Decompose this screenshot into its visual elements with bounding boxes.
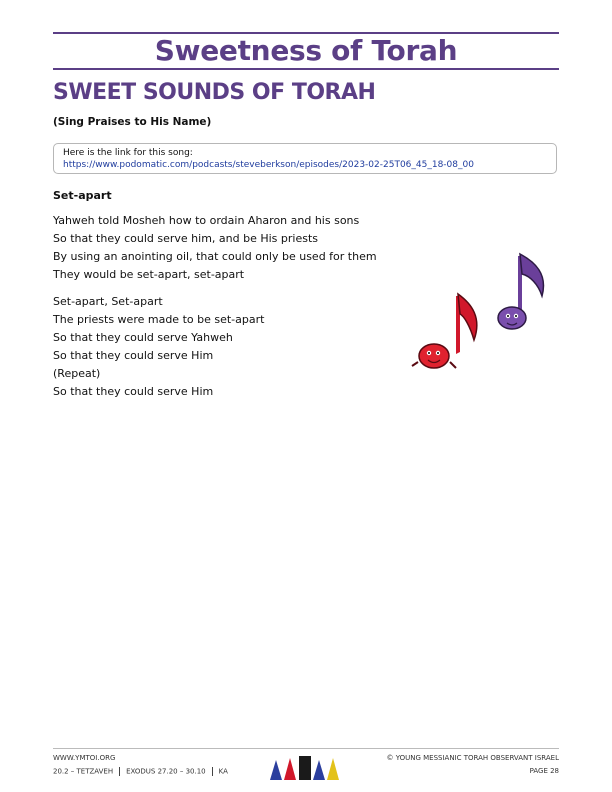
lyric-line: So that they could serve him, and be His priests	[53, 232, 319, 245]
verse-1	[53, 212, 377, 284]
lyric-line: Yahweh told Mosheh how to ordain Aharon and his sons	[53, 214, 360, 227]
footer-lesson: 20.2 – TETZAVEH	[53, 767, 114, 776]
ymtoi-logo-icon	[268, 752, 348, 782]
lyric-line: So that they could serve Him	[53, 385, 214, 398]
verse-2	[53, 293, 264, 401]
footer-level: KA	[218, 767, 228, 776]
lyric-line: So that they could serve Yahweh	[53, 331, 233, 344]
footer-copyright: © YOUNG MESSIANIC TORAH OBSERVANT ISRAEL	[386, 754, 559, 762]
link-intro: Here is the link for this song:	[63, 148, 193, 158]
section-title: SWEET SOUNDS OF TORAH	[53, 80, 376, 105]
red-note-icon	[412, 294, 477, 368]
subtitle: (Sing Praises to His Name)	[53, 116, 212, 128]
footer-page-number: PAGE 28	[529, 767, 559, 775]
lyric-line: The priests were made to be set-apart	[53, 313, 265, 326]
song-link[interactable]: https://www.podomatic.com/podcasts/steveberkson/episodes/2023-02-25T06_45_18-08_00	[63, 160, 474, 170]
music-notes-icon	[410, 244, 560, 379]
lyric-line: By using an anointing oil, that could only be used for them	[53, 250, 377, 263]
lyric-line: They would be set-apart, set-apart	[53, 268, 245, 281]
footer-website: WWW.YMTOI.ORG	[53, 754, 116, 762]
banner-title: Sweetness of Torah	[154, 34, 458, 67]
purple-note-icon	[498, 254, 543, 329]
footer-reference: EXODUS 27.20 – 30.10	[126, 767, 206, 776]
song-title: Set-apart	[53, 189, 112, 202]
link-box	[53, 143, 557, 174]
lyric-line: So that they could serve Him	[53, 349, 214, 362]
footer-lesson-info	[53, 767, 228, 776]
lyric-line: (Repeat)	[53, 367, 101, 380]
header-rule-bottom	[53, 68, 559, 70]
footer-rule	[53, 748, 559, 749]
lyric-line: Set-apart, Set-apart	[53, 295, 163, 308]
